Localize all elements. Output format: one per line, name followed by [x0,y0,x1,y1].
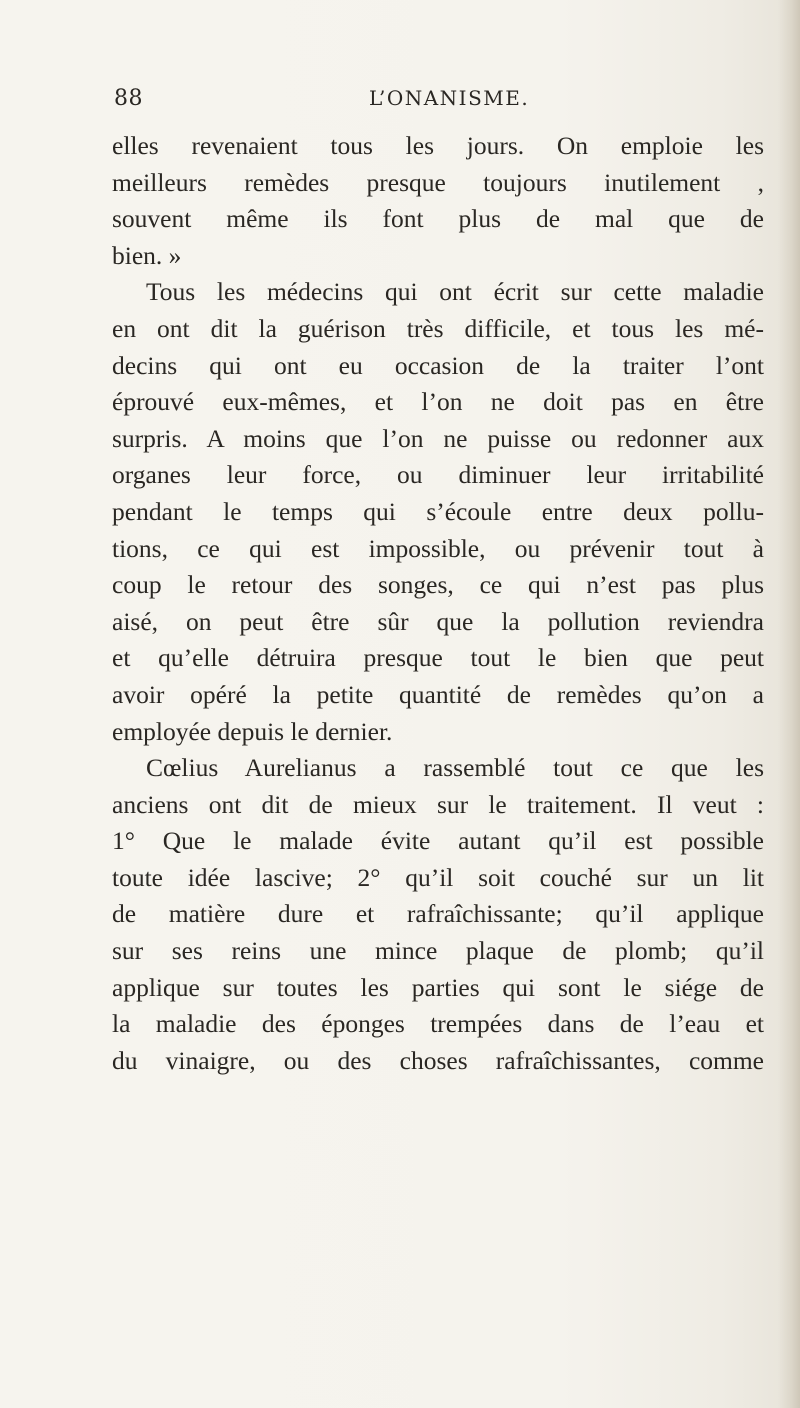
text-line: bien. » [112,240,182,270]
text-line: et qu’elle détruira presque tout le bien que peut [112,643,764,673]
page-edge-shadow [778,0,800,1408]
text-line: souvent même ils font plus de mal que de [112,204,764,234]
page-number: 88 [114,86,143,111]
body-text [112,128,764,1079]
text-line: tions, ce qui est impossible, ou prévenir tout à [112,533,764,563]
text-line: avoir opéré la petite quantité de remèdes qu’on a [112,679,764,709]
text-line: toute idée lascive; 2° qu’il soit couché sur un lit [112,862,764,892]
text-line: anciens ont dit de mieux sur le traitement. Il veut : [112,789,764,819]
text-line: éprouvé eux-mêmes, et l’on ne doit pas en être [112,387,764,417]
text-line: sur ses reins une mince plaque de plomb; qu’il [112,936,764,966]
text-line: applique sur toutes les parties qui sont le siége de [112,972,764,1002]
text-line: employée depuis le dernier. [112,716,393,746]
running-title: L’ONANISME. [369,86,530,110]
text-line: organes leur force, ou diminuer leur irritabilité [112,460,764,490]
text-line: la maladie des éponges trempées dans de l’eau et [112,1009,764,1039]
text-line: Cœlius Aurelianus a rassemblé tout ce que les [146,753,764,783]
text-line: elles revenaient tous les jours. On emploie les [112,131,764,160]
text-line: de matière dure et rafraîchissante; qu’il applique [112,899,764,929]
page-header [114,86,762,116]
text-line: aisé, on peut être sûr que la pollution reviendra [112,606,764,636]
text-line: decins qui ont eu occasion de la traiter l’ont [112,350,764,380]
text-line: pendant le temps qui s’écoule entre deux pollu- [112,496,764,526]
text-line: 1° Que le malade évite autant qu’il est possible [112,826,764,856]
text-line: surpris. A moins que l’on ne puisse ou redonner aux [112,423,764,453]
text-line: meilleurs remèdes presque toujours inutilement , [112,167,764,197]
text-line: en ont dit la guérison très difficile, et tous les mé- [112,313,764,343]
text-line: Tous les médecins qui ont écrit sur cette maladie [146,277,764,307]
text-line: coup le retour des songes, ce qui n’est pas plus [112,570,764,600]
text-line: du vinaigre, ou des choses rafraîchissantes, comme [112,1045,764,1075]
